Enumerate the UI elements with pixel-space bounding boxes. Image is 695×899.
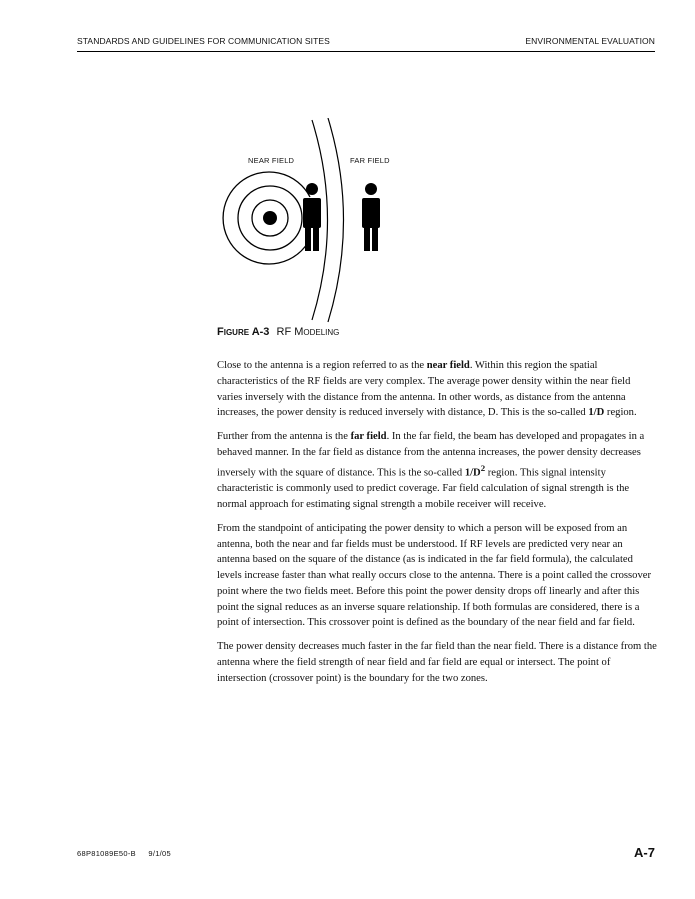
rf-modeling-figure — [215, 118, 415, 323]
bold-term: far field — [350, 431, 387, 443]
paragraph — [217, 639, 657, 686]
bold-term: 1/D — [588, 407, 605, 419]
text-run: region. This signal intensity characteristic is commonly used to predict coverage. Far field calculation of signal strength is the normal approach for estimating signal strength a mobile receiver will receive. — [217, 467, 630, 510]
page-number: A-7 — [634, 845, 655, 860]
far-field-person-icon — [362, 183, 380, 251]
paragraph — [217, 521, 657, 632]
antenna-dot — [263, 211, 277, 225]
bold-term: 2 — [480, 462, 486, 473]
footer-doc-info — [77, 849, 171, 858]
header-section: ENVIRONMENTAL EVALUATION — [525, 36, 655, 46]
figure-title: RF Modeling — [276, 326, 340, 338]
bold-term: near field — [426, 360, 470, 371]
document-number: 68P81089E50-B — [77, 849, 136, 858]
paragraph — [217, 358, 657, 421]
figure-number: Figure A-3 — [217, 326, 270, 338]
document-date: 9/1/05 — [148, 849, 171, 858]
rf-field-diagram — [215, 118, 415, 323]
near-field-label: NEAR FIELD — [248, 156, 295, 165]
text-run: The power density decreases much faster in the far field than the near field. There is a distance from the antenna where the field strength of near field and far field are equal or intersect. The point of intersection (crossover point) is the boundary for the two zones. — [217, 641, 657, 684]
text-run: Close to the antenna is a region referred to as the — [217, 360, 427, 371]
body-text — [217, 358, 657, 695]
text-run: . In the far field, the beam has developed and propagates in a behaved manner. In the far field as distance from the antenna increases, the power density decreases inversely with the square of distance. This is the so-called — [217, 431, 645, 479]
boundary-arc-outer — [328, 118, 344, 322]
page-header — [77, 33, 655, 52]
text-run: region. — [604, 407, 637, 419]
text-run: . Within this region the spatial characteristics of the RF fields are very complex. The average power density within the near field varies inversely with the distance from the antenna. In other words, as distance from the antenna increases, the power density is reduced inversely with distance, D. This is the so-called — [217, 360, 631, 419]
far-field-label: FAR FIELD — [350, 156, 390, 165]
near-field-person-icon — [303, 183, 321, 251]
paragraph — [217, 429, 657, 513]
text-run: Further from the antenna is the — [217, 431, 351, 443]
bold-term: 1/D — [464, 467, 481, 479]
figure-caption — [217, 326, 339, 338]
text-run: From the standpoint of anticipating the power density to which a person will be exposed from an antenna, both the near and far fields must be understood. If RF levels are predicted very near an antenna based on the square of the distance (as is indicated in the far field formula), the calculated levels increase faster than what really occurs close to the antenna. There is a point called the crossover point where the two fields meet. Before this point the power density drops off linearly and after this point the signal reduces as an inverse square relationship. If both formulas are considered, there is a point of intersection. This crossover point is defined as the boundary of the near field and far field. — [217, 522, 651, 629]
header-title: STANDARDS AND GUIDELINES FOR COMMUNICATION SITES — [77, 36, 330, 46]
